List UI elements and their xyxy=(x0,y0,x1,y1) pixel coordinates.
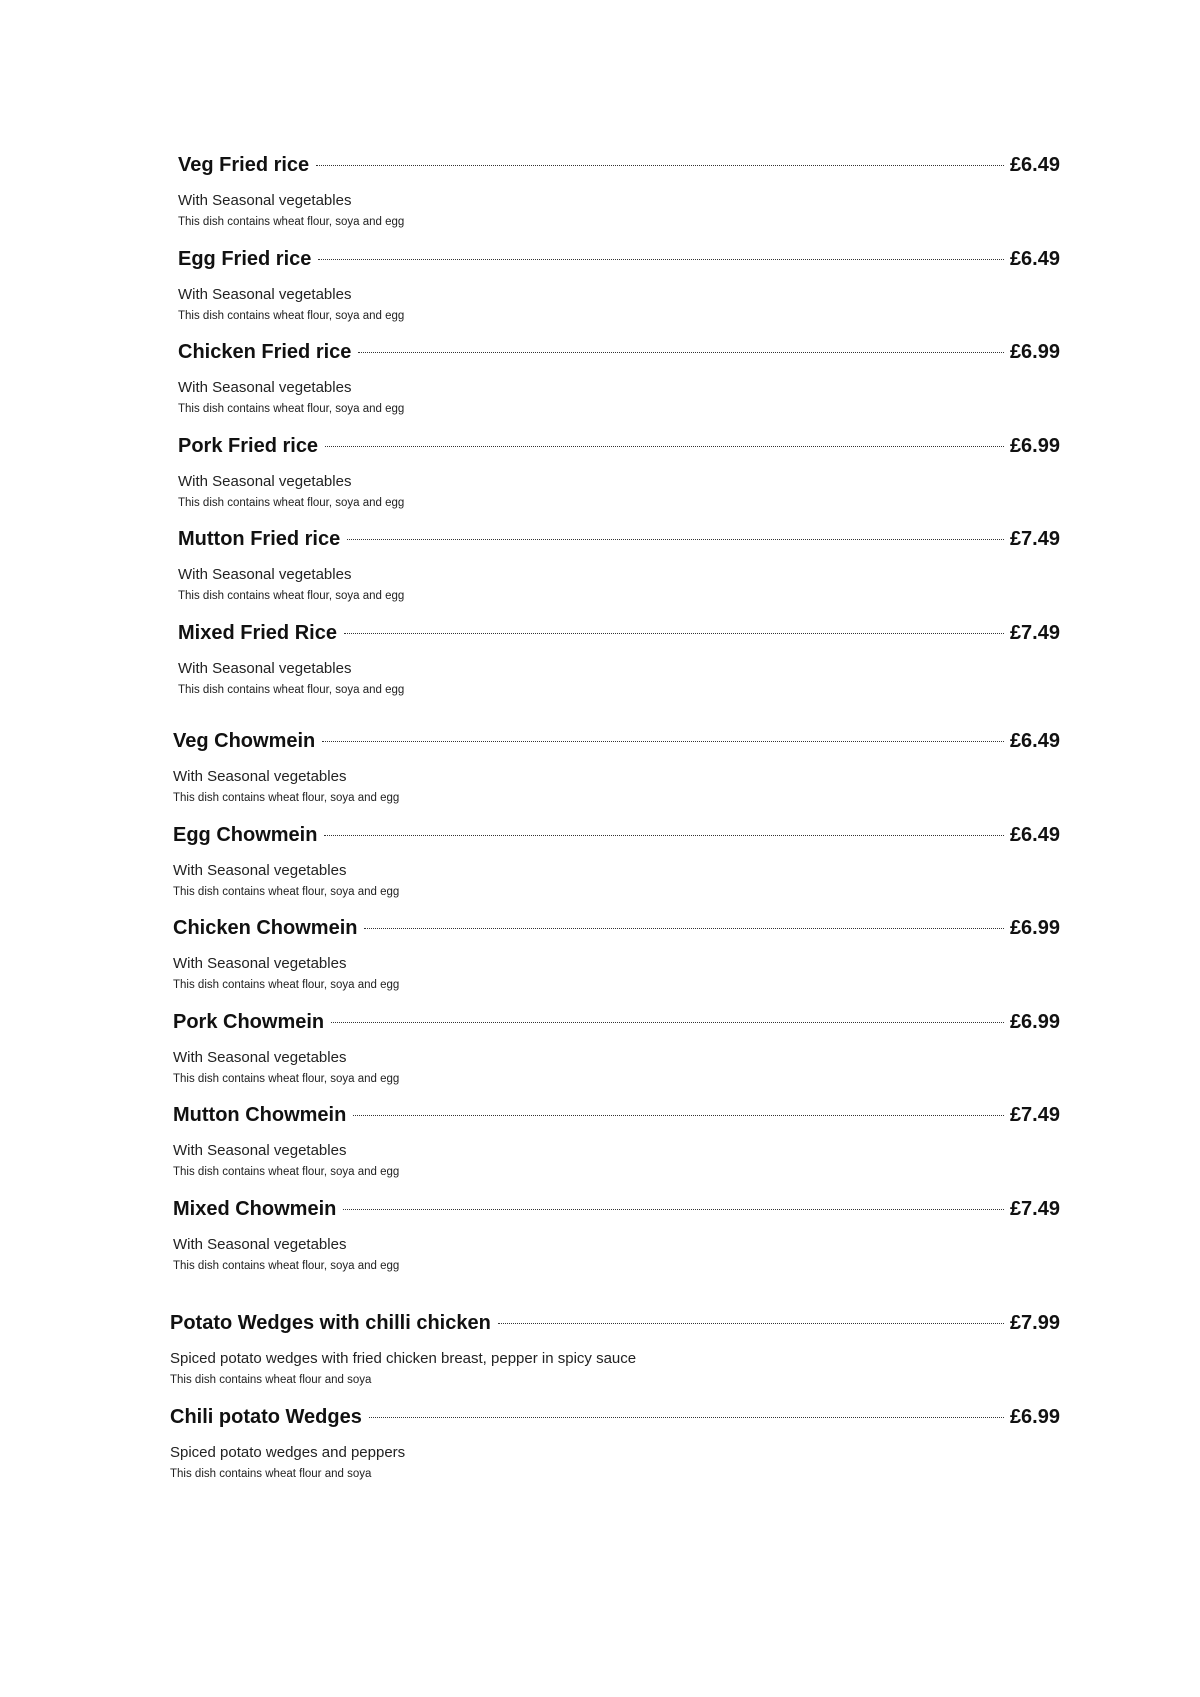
item-name: Veg Chowmein xyxy=(173,730,316,752)
allergen-note: This dish contains wheat flour, soya and egg xyxy=(178,496,405,509)
item-description: With Seasonal vegetables xyxy=(178,379,352,396)
allergen-note: This dish contains wheat flour, soya and egg xyxy=(173,1072,400,1085)
allergen-note: This dish contains wheat flour, soya and egg xyxy=(173,1166,400,1178)
dotted-leader xyxy=(316,165,1004,166)
menu-item xyxy=(173,730,1060,824)
item-name: Veg Fried rice xyxy=(178,154,310,176)
allergen-note: This dish contains wheat flour, soya and egg xyxy=(178,590,405,602)
dotted-leader xyxy=(353,1115,1004,1116)
item-description: With Seasonal vegetables xyxy=(178,285,352,303)
item-price: £6.99 xyxy=(1009,1405,1060,1428)
item-description: With Seasonal vegetables xyxy=(178,472,352,490)
item-price: £6.49 xyxy=(1009,154,1060,176)
item-price: £6.49 xyxy=(1009,730,1060,752)
item-price: £7.49 xyxy=(1009,621,1060,644)
item-header xyxy=(178,248,1060,280)
menu-item xyxy=(178,248,1060,342)
menu-item xyxy=(170,1312,1060,1406)
chowmein-section xyxy=(173,730,1060,1291)
item-name: Egg Fried rice xyxy=(178,247,312,270)
item-price: £7.99 xyxy=(1009,1312,1060,1334)
item-header xyxy=(173,1198,1060,1230)
menu-item xyxy=(178,622,1060,716)
item-header xyxy=(178,154,1060,186)
item-description: With Seasonal vegetables xyxy=(173,1142,347,1159)
item-header xyxy=(173,824,1060,856)
menu-item xyxy=(178,341,1060,435)
dotted-leader xyxy=(369,1417,1004,1418)
item-header xyxy=(178,622,1060,654)
item-header xyxy=(178,528,1060,560)
allergen-note: This dish contains wheat flour, soya and egg xyxy=(173,792,400,804)
item-description: Spiced potato wedges and peppers xyxy=(170,1443,406,1461)
item-price: £6.99 xyxy=(1009,341,1060,363)
menu-item xyxy=(173,1198,1060,1292)
item-name: Pork Chowmein xyxy=(173,1010,325,1033)
item-name: Mixed Chowmein xyxy=(173,1197,337,1220)
item-description: With Seasonal vegetables xyxy=(173,1235,347,1253)
fried-rice-section xyxy=(178,154,1060,715)
menu-item xyxy=(178,528,1060,622)
dotted-leader xyxy=(318,259,1004,260)
item-description: With Seasonal vegetables xyxy=(178,659,352,677)
item-price: £6.49 xyxy=(1009,247,1060,270)
allergen-note: This dish contains wheat flour, soya and egg xyxy=(173,979,400,991)
item-header xyxy=(173,917,1060,949)
menu-item xyxy=(173,824,1060,918)
dotted-leader xyxy=(364,928,1003,929)
menu-item xyxy=(170,1406,1060,1500)
item-name: Chicken Fried rice xyxy=(178,341,352,363)
allergen-note: This dish contains wheat flour, soya and egg xyxy=(178,309,405,322)
dotted-leader xyxy=(344,633,1004,634)
item-description: With Seasonal vegetables xyxy=(173,1048,347,1066)
menu-item xyxy=(178,154,1060,248)
item-header xyxy=(173,730,1060,762)
item-name: Chicken Chowmein xyxy=(173,917,358,939)
allergen-note: This dish contains wheat flour and soya xyxy=(170,1374,372,1386)
item-description: With Seasonal vegetables xyxy=(173,768,347,785)
item-name: Potato Wedges with chilli chicken xyxy=(170,1312,491,1334)
item-name: Pork Fried rice xyxy=(178,434,319,457)
dotted-leader xyxy=(324,835,1003,836)
dotted-leader xyxy=(331,1022,1004,1023)
item-name: Mutton Fried rice xyxy=(178,528,341,550)
allergen-note: This dish contains wheat flour, soya and egg xyxy=(178,403,405,415)
menu-item xyxy=(178,435,1060,529)
item-price: £7.49 xyxy=(1009,1197,1060,1220)
item-name: Mixed Fried Rice xyxy=(178,621,337,644)
allergen-note: This dish contains wheat flour, soya and egg xyxy=(178,683,405,696)
item-name: Egg Chowmein xyxy=(173,823,318,846)
dotted-leader xyxy=(498,1323,1004,1324)
item-price: £6.99 xyxy=(1009,917,1060,939)
item-header xyxy=(173,1104,1060,1136)
item-header xyxy=(170,1406,1060,1438)
item-price: £6.49 xyxy=(1009,823,1060,846)
item-description: With Seasonal vegetables xyxy=(173,861,347,879)
allergen-note: This dish contains wheat flour, soya and egg xyxy=(173,1259,400,1272)
dotted-leader xyxy=(347,539,1004,540)
item-header xyxy=(170,1312,1060,1344)
item-price: £7.49 xyxy=(1009,528,1060,550)
menu-item xyxy=(173,917,1060,1011)
potato-wedges-section xyxy=(170,1312,1060,1499)
item-header xyxy=(178,341,1060,373)
item-description: With Seasonal vegetables xyxy=(178,566,352,583)
allergen-note: This dish contains wheat flour, soya and egg xyxy=(178,216,405,228)
menu-item xyxy=(173,1011,1060,1105)
allergen-note: This dish contains wheat flour, soya and egg xyxy=(173,885,400,898)
dotted-leader xyxy=(358,352,1004,353)
dotted-leader xyxy=(325,446,1004,447)
item-price: £6.99 xyxy=(1009,434,1060,457)
item-description: With Seasonal vegetables xyxy=(178,192,352,209)
item-description: With Seasonal vegetables xyxy=(173,955,347,972)
item-description: Spiced potato wedges with fried chicken breast, pepper in spicy sauce xyxy=(170,1350,637,1367)
item-price: £7.49 xyxy=(1009,1104,1060,1126)
allergen-note: This dish contains wheat flour and soya xyxy=(170,1467,372,1480)
item-name: Mutton Chowmein xyxy=(173,1104,347,1126)
item-header xyxy=(178,435,1060,467)
item-header xyxy=(173,1011,1060,1043)
dotted-leader xyxy=(343,1209,1004,1210)
dotted-leader xyxy=(322,741,1004,742)
item-price: £6.99 xyxy=(1009,1010,1060,1033)
item-name: Chili potato Wedges xyxy=(170,1405,362,1428)
menu-item xyxy=(173,1104,1060,1198)
